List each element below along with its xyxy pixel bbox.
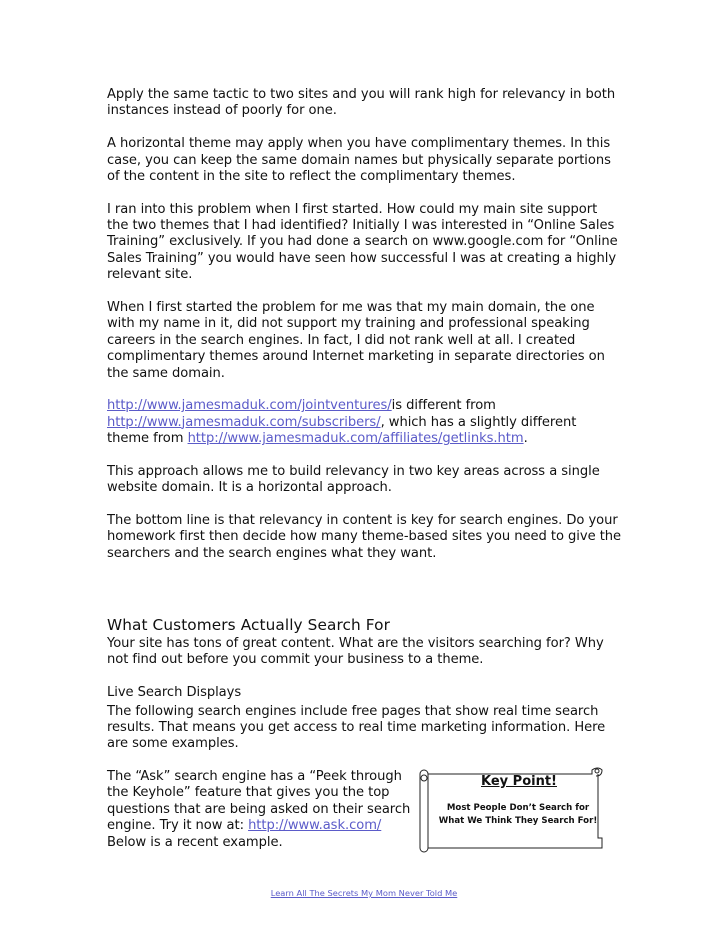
paragraph-horizontal-theme: A horizontal theme may apply when you have complimentary themes. In this case, you can keep the same domain names but physically separate portions of the content in the site to reflect the complimentary themes.: [107, 136, 611, 184]
subscribers-link[interactable]: http://www.jamesmaduk.com/subscribers/: [107, 414, 381, 430]
getlinks-link[interactable]: http://www.jamesmaduk.com/affiliates/getlinks.htm: [187, 431, 524, 447]
links-text-2: , which has a slightly different theme from: [107, 414, 577, 447]
key-point-scroll: [412, 766, 606, 856]
ask-line-2: the Keyhole” feature that gives you the top: [107, 785, 390, 801]
footer: [0, 888, 728, 899]
links-text-1: is different from: [391, 398, 496, 414]
section-heading: What Customers Actually Search For: [107, 616, 390, 634]
ask-line-5: Below is a recent example.: [107, 834, 283, 850]
paragraph-first-started: I ran into this problem when I first started. How could my main site support the two themes that I had identified? Initially I was interested in “Online Sales Training” exclusively. If you had done a search on www.google.com for “Online Sales Training” you would have seen how successful I was at creating a highly relevant site.: [107, 201, 618, 283]
jointventures-link[interactable]: http://www.jamesmaduk.com/jointventures/: [107, 398, 392, 414]
section-intro: Your site has tons of great content. What are the visitors searching for? Why not find out before you commit your business to a theme.: [107, 636, 604, 668]
key-point-text: [430, 802, 606, 828]
ask-link[interactable]: http://www.ask.com/: [248, 818, 382, 834]
live-search-paragraph: The following search engines include free pages that show real time search results. That means you get access to real time marketing information. Here are some examples.: [107, 703, 606, 752]
paragraph-relevancy-tactic: Apply the same tactic to two sites and you will rank high for relevancy in both instances instead of poorly for one.: [107, 87, 616, 119]
paragraph-main-domain: When I first started the problem for me was that my main domain, the one with my name in it, did not support my training and professional speaking careers in the search engines. In fact, I did not rank well at all. I created complimentary themes around Internet marketing in separate directories on the same domain.: [107, 299, 605, 381]
page-body: [107, 87, 622, 578]
ask-line-1: The “Ask” search engine has a “Peek through: [107, 769, 402, 785]
ask-line-3: questions that are being asked on their search: [107, 801, 411, 817]
paragraph-links: [107, 398, 622, 447]
live-search-subheading: Live Search Displays: [107, 685, 242, 701]
links-text-3: .: [523, 431, 528, 447]
paragraph-approach: This approach allows me to build relevancy in two key areas across a single website domain. It is a horizontal approach.: [107, 463, 600, 496]
ask-line-4-text: engine. Try it now at:: [107, 818, 244, 834]
footer-link[interactable]: Learn All The Secrets My Mom Never Told Me: [270, 888, 458, 898]
key-point-title: Key Point!: [481, 774, 557, 789]
paragraph-bottom-line: The bottom line is that relevancy in content is key for search engines. Do your homework first then decide how many theme-based sites you need to give the searchers and the search engines what they want.: [107, 512, 622, 561]
key-point-line-1: Most People Don’t Search for: [446, 803, 590, 813]
key-point-line-2: What We Think They Search For!: [438, 816, 598, 826]
